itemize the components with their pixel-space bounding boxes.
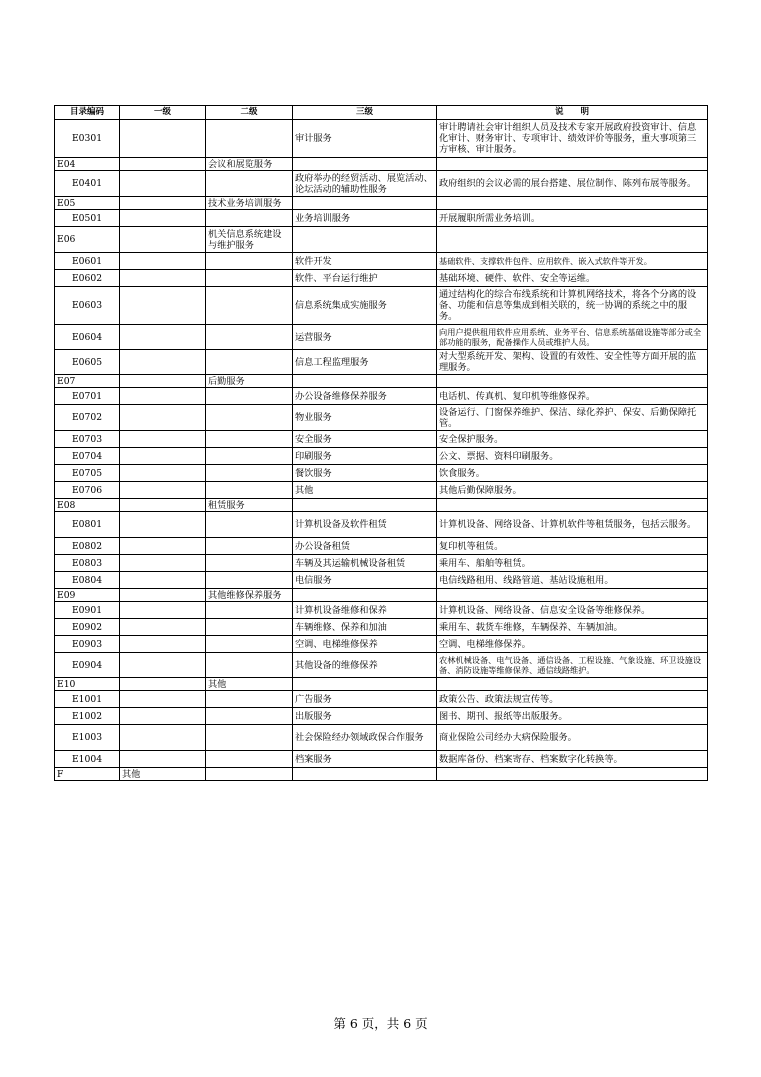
cell-level3: 计算机设备维修和保养 xyxy=(293,602,437,619)
cell-code: E0602 xyxy=(55,270,120,287)
cell-level1 xyxy=(120,270,206,287)
cell-description: 基础环境、硬件、软件、安全等运维。 xyxy=(437,270,708,287)
cell-level2: 其他 xyxy=(206,678,293,691)
cell-code: E0601 xyxy=(55,253,120,270)
cell-level2: 其他维修保养服务 xyxy=(206,589,293,602)
cell-level2 xyxy=(206,636,293,653)
table-row xyxy=(55,499,708,512)
table-row xyxy=(55,158,708,171)
cell-level3: 审计服务 xyxy=(293,120,437,158)
cell-code: E0802 xyxy=(55,538,120,555)
cell-code: E0902 xyxy=(55,619,120,636)
cell-description: 安全保护服务。 xyxy=(437,431,708,448)
cell-level2 xyxy=(206,253,293,270)
cell-description: 对大型系统开发、架构、设置的有效性、安全性等方面开展的监理服务。 xyxy=(437,350,708,375)
cell-level2 xyxy=(206,602,293,619)
cell-level1 xyxy=(120,171,206,197)
cell-code: E0904 xyxy=(55,653,120,678)
table-row xyxy=(55,602,708,619)
table-row xyxy=(55,120,708,158)
cell-code: E0604 xyxy=(55,325,120,350)
cell-level2 xyxy=(206,431,293,448)
cell-level3: 软件开发 xyxy=(293,253,437,270)
cell-description: 商业保险公司经办大病保险服务。 xyxy=(437,725,708,751)
cell-level3: 车辆及其运输机械设备租赁 xyxy=(293,555,437,572)
cell-code: E1003 xyxy=(55,725,120,751)
cell-level3: 其他 xyxy=(293,482,437,499)
table-row xyxy=(55,538,708,555)
cell-code: E1001 xyxy=(55,691,120,708)
cell-description: 乘用车、船舶等租赁。 xyxy=(437,555,708,572)
cell-level2 xyxy=(206,482,293,499)
cell-description xyxy=(437,499,708,512)
cell-description: 空调、电梯维修保养。 xyxy=(437,636,708,653)
cell-code: E0603 xyxy=(55,287,120,325)
cell-level3 xyxy=(293,768,437,781)
table-row xyxy=(55,197,708,210)
cell-level3: 业务培训服务 xyxy=(293,210,437,227)
cell-code: E08 xyxy=(55,499,120,512)
cell-level2 xyxy=(206,171,293,197)
page-number: 第 6 页，共 6 页 xyxy=(333,1016,428,1031)
cell-level1 xyxy=(120,287,206,325)
cell-description: 政策公告、政策法规宣传等。 xyxy=(437,691,708,708)
table-row xyxy=(55,619,708,636)
cell-level1 xyxy=(120,158,206,171)
cell-level3 xyxy=(293,197,437,210)
cell-code: E09 xyxy=(55,589,120,602)
table-row xyxy=(55,171,708,197)
cell-level2 xyxy=(206,538,293,555)
cell-level3 xyxy=(293,375,437,388)
cell-level2 xyxy=(206,270,293,287)
cell-description: 其他后勤保障服务。 xyxy=(437,482,708,499)
cell-code: E0702 xyxy=(55,405,120,431)
cell-level1 xyxy=(120,120,206,158)
cell-level1 xyxy=(120,619,206,636)
cell-level1 xyxy=(120,448,206,465)
header-level1: 一级 xyxy=(120,106,206,120)
table-row xyxy=(55,555,708,572)
cell-level1 xyxy=(120,325,206,350)
cell-code: E0605 xyxy=(55,350,120,375)
cell-level1 xyxy=(120,431,206,448)
table-row xyxy=(55,482,708,499)
cell-description: 审计聘请社会审计组织人员及技术专家开展政府投资审计、信息化审计、财务审计、专项审计、绩效评价等服务，重大事项第三方审核、审计服务。 xyxy=(437,120,708,158)
cell-level2 xyxy=(206,120,293,158)
cell-level2 xyxy=(206,210,293,227)
cell-level3: 计算机设备及软件租赁 xyxy=(293,512,437,538)
cell-level2: 技术业务培训服务 xyxy=(206,197,293,210)
cell-level1 xyxy=(120,499,206,512)
table-row xyxy=(55,465,708,482)
table-row xyxy=(55,210,708,227)
cell-level2 xyxy=(206,653,293,678)
cell-level1 xyxy=(120,678,206,691)
cell-level2 xyxy=(206,448,293,465)
cell-level3: 办公设备租赁 xyxy=(293,538,437,555)
cell-description: 电话机、传真机、复印机等维修保养。 xyxy=(437,388,708,405)
cell-description: 数据库备份、档案寄存、档案数字化转换等。 xyxy=(437,751,708,768)
cell-level1 xyxy=(120,253,206,270)
cell-level3: 政府举办的经贸活动、展览活动、论坛活动的辅助性服务 xyxy=(293,171,437,197)
cell-level1 xyxy=(120,708,206,725)
cell-level1 xyxy=(120,653,206,678)
cell-code: E0801 xyxy=(55,512,120,538)
table-row xyxy=(55,691,708,708)
cell-code: E0401 xyxy=(55,171,120,197)
cell-level1 xyxy=(120,725,206,751)
cell-description xyxy=(437,227,708,253)
cell-level1 xyxy=(120,482,206,499)
cell-level1 xyxy=(120,375,206,388)
cell-code: E0706 xyxy=(55,482,120,499)
cell-description: 通过结构化的综合布线系统和计算机网络技术，将各个分离的设备、功能和信息等集成到相关联的，统一协调的系统之中的服务。 xyxy=(437,287,708,325)
cell-description: 开展履职所需业务培训。 xyxy=(437,210,708,227)
cell-level3: 餐饮服务 xyxy=(293,465,437,482)
cell-code: E0903 xyxy=(55,636,120,653)
cell-level1 xyxy=(120,751,206,768)
cell-level1 xyxy=(120,602,206,619)
table-row xyxy=(55,678,708,691)
cell-level2 xyxy=(206,619,293,636)
cell-description xyxy=(437,197,708,210)
cell-description: 政府组织的会议必需的展台搭建、展位制作、陈列布展等服务。 xyxy=(437,171,708,197)
cell-description: 计算机设备、网络设备、信息安全设备等维修保养。 xyxy=(437,602,708,619)
cell-level1 xyxy=(120,538,206,555)
cell-level2 xyxy=(206,405,293,431)
cell-level3: 信息工程监理服务 xyxy=(293,350,437,375)
cell-description: 基础软件、支撑软件包件、应用软件、嵌入式软件等开发。 xyxy=(437,253,708,270)
table-row xyxy=(55,512,708,538)
cell-code: E0704 xyxy=(55,448,120,465)
cell-level1 xyxy=(120,589,206,602)
cell-code: E0703 xyxy=(55,431,120,448)
cell-level2 xyxy=(206,708,293,725)
cell-level3 xyxy=(293,499,437,512)
cell-code: E0501 xyxy=(55,210,120,227)
cell-level3: 办公设备维修保养服务 xyxy=(293,388,437,405)
cell-level2 xyxy=(206,555,293,572)
cell-level3 xyxy=(293,678,437,691)
cell-level3: 车辆维修、保养和加油 xyxy=(293,619,437,636)
table-row xyxy=(55,388,708,405)
table-row xyxy=(55,405,708,431)
cell-description: 图书、期刊、报纸等出版服务。 xyxy=(437,708,708,725)
cell-level2 xyxy=(206,465,293,482)
header-level2: 二级 xyxy=(206,106,293,120)
cell-level3: 电信服务 xyxy=(293,572,437,589)
cell-level2 xyxy=(206,572,293,589)
cell-level1: 其他 xyxy=(120,768,206,781)
cell-description xyxy=(437,375,708,388)
cell-level1 xyxy=(120,227,206,253)
cell-code: E10 xyxy=(55,678,120,691)
table-row xyxy=(55,572,708,589)
cell-level3: 出版服务 xyxy=(293,708,437,725)
cell-level1 xyxy=(120,555,206,572)
cell-description xyxy=(437,158,708,171)
cell-level1 xyxy=(120,210,206,227)
table-row xyxy=(55,287,708,325)
cell-description: 电信线路租用、线路管道、基站设施租用。 xyxy=(437,572,708,589)
cell-level3 xyxy=(293,227,437,253)
cell-description xyxy=(437,589,708,602)
header-level3: 三级 xyxy=(293,106,437,120)
cell-level3: 运营服务 xyxy=(293,325,437,350)
table-row xyxy=(55,653,708,678)
cell-code: E07 xyxy=(55,375,120,388)
cell-level1 xyxy=(120,465,206,482)
cell-description: 农林机械设备、电气设备、通信设备、工程设施、气象设施、环卫设施设备、消防设施等维修保养、通信线路维护。 xyxy=(437,653,708,678)
cell-code: E1002 xyxy=(55,708,120,725)
cell-code: E05 xyxy=(55,197,120,210)
cell-description: 饮食服务。 xyxy=(437,465,708,482)
table-row xyxy=(55,375,708,388)
cell-level1 xyxy=(120,691,206,708)
cell-level2 xyxy=(206,768,293,781)
cell-level2: 后勤服务 xyxy=(206,375,293,388)
cell-description xyxy=(437,678,708,691)
table-row xyxy=(55,589,708,602)
cell-code: E06 xyxy=(55,227,120,253)
table-header-row xyxy=(55,106,708,120)
cell-description: 计算机设备、网络设备、计算机软件等租赁服务，包括云服务。 xyxy=(437,512,708,538)
cell-level1 xyxy=(120,350,206,375)
cell-level3: 印刷服务 xyxy=(293,448,437,465)
cell-level1 xyxy=(120,512,206,538)
cell-level3: 物业服务 xyxy=(293,405,437,431)
cell-description: 设备运行、门窗保养维护、保洁、绿化养护、保安、后勤保障托管。 xyxy=(437,405,708,431)
cell-level3: 信息系统集成实施服务 xyxy=(293,287,437,325)
table-row xyxy=(55,227,708,253)
cell-level1 xyxy=(120,636,206,653)
table-row xyxy=(55,768,708,781)
table-row xyxy=(55,431,708,448)
table-row xyxy=(55,751,708,768)
table-row xyxy=(55,636,708,653)
cell-code: E1004 xyxy=(55,751,120,768)
cell-code: E0901 xyxy=(55,602,120,619)
table-row xyxy=(55,325,708,350)
cell-code: E0301 xyxy=(55,120,120,158)
cell-level2 xyxy=(206,512,293,538)
cell-level1 xyxy=(120,405,206,431)
header-description: 说 明 xyxy=(437,106,708,120)
cell-level1 xyxy=(120,572,206,589)
cell-level2: 机关信息系统建设与维护服务 xyxy=(206,227,293,253)
cell-level2 xyxy=(206,691,293,708)
cell-level2 xyxy=(206,350,293,375)
cell-level3: 其他设备的维修保养 xyxy=(293,653,437,678)
table-row xyxy=(55,708,708,725)
cell-level2 xyxy=(206,751,293,768)
cell-description: 乘用车、载货车维修，车辆保养、车辆加油。 xyxy=(437,619,708,636)
cell-level2 xyxy=(206,388,293,405)
cell-code: E0803 xyxy=(55,555,120,572)
cell-level1 xyxy=(120,197,206,210)
cell-level2 xyxy=(206,287,293,325)
cell-level2: 租赁服务 xyxy=(206,499,293,512)
cell-level1 xyxy=(120,388,206,405)
cell-level2: 会议和展览服务 xyxy=(206,158,293,171)
table-row xyxy=(55,725,708,751)
cell-description: 向用户提供租用软件应用系统、业务平台、信息系统基础设施等部分或全部功能的服务，配备操作人员或维护人员。 xyxy=(437,325,708,350)
cell-level3: 社会保险经办领域政保合作服务 xyxy=(293,725,437,751)
cell-level3: 广告服务 xyxy=(293,691,437,708)
header-code: 目录编码 xyxy=(55,106,120,120)
cell-description xyxy=(437,768,708,781)
cell-level2 xyxy=(206,725,293,751)
cell-level3 xyxy=(293,589,437,602)
cell-level3: 软件、平台运行维护 xyxy=(293,270,437,287)
cell-level3: 安全服务 xyxy=(293,431,437,448)
cell-level2 xyxy=(206,325,293,350)
cell-code: E0705 xyxy=(55,465,120,482)
table-row xyxy=(55,350,708,375)
table-row xyxy=(55,253,708,270)
cell-description: 公文、票据、资料印刷服务。 xyxy=(437,448,708,465)
table-row xyxy=(55,448,708,465)
cell-level3: 档案服务 xyxy=(293,751,437,768)
cell-code: E04 xyxy=(55,158,120,171)
cell-code: E0804 xyxy=(55,572,120,589)
cell-level3 xyxy=(293,158,437,171)
cell-code: F xyxy=(55,768,120,781)
catalog-table xyxy=(54,105,708,781)
cell-description: 复印机等租赁。 xyxy=(437,538,708,555)
cell-code: E0701 xyxy=(55,388,120,405)
cell-level3: 空调、电梯维修保养 xyxy=(293,636,437,653)
table-row xyxy=(55,270,708,287)
